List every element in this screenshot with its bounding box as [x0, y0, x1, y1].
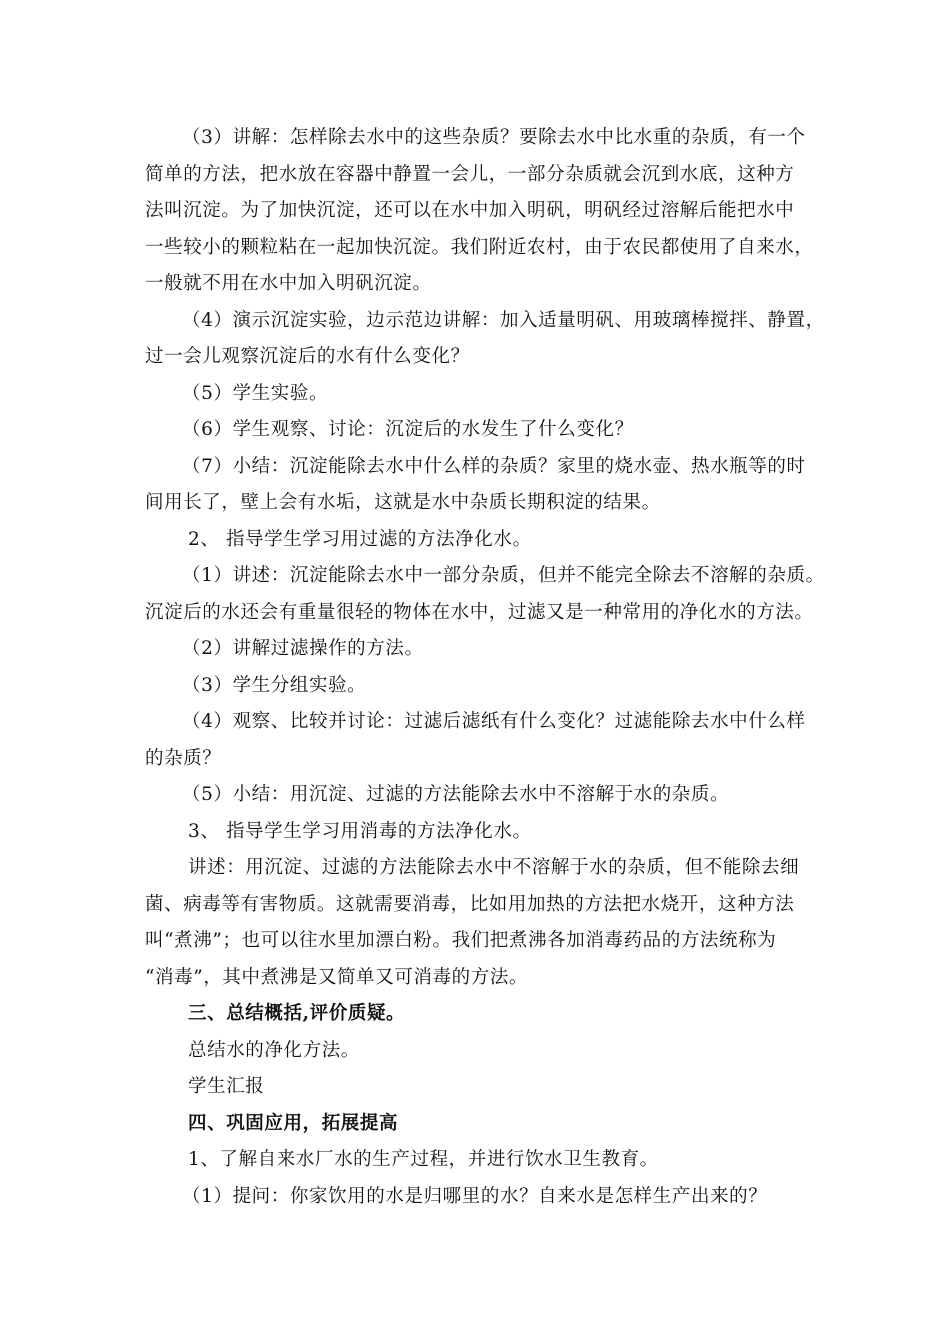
text-line: 总结水的净化方法。	[188, 1039, 360, 1061]
text-line: （3）学生分组实验。	[182, 674, 367, 696]
text-line: （3）讲解：怎样除去水中的这些杂质？要除去水中比水重的杂质，有一个	[182, 127, 806, 148]
section-heading: 3、 指导学生学习用消毒的方法净化水。	[188, 820, 532, 842]
text-line: （1）讲述：沉淀能除去水中一部分杂质，但并不能完全除去不溶解的杂质。	[182, 565, 825, 586]
text-line: 讲述：用沉淀、过滤的方法能除去水中不溶解于水的杂质，但不能除去细	[188, 857, 800, 878]
document-page	[145, 120, 825, 1215]
section-heading: 四、巩固应用，拓展提高	[188, 1112, 399, 1134]
text-line: （4）观察、比较并讨论：过滤后滤纸有什么变化？过滤能除去水中什么样	[182, 711, 806, 732]
section-heading: 三、总结概括,评价质疑。	[188, 1003, 406, 1024]
text-line: 学生汇报	[188, 1076, 265, 1097]
text-line: 简单的方法，把水放在容器中静置一会儿，一部分杂质就会沉到水底，这种方	[145, 163, 795, 185]
text-line: 的杂质？	[145, 747, 222, 769]
text-line: 菌、病毒等有害物质。这就需要消毒，比如用加热的方法把水烧开，这种方法	[145, 893, 795, 915]
text-line: 1、了解自来水厂水的生产过程，并进行饮水卫生教育。	[188, 1149, 659, 1170]
section-heading: 2、 指导学生学习用过滤的方法净化水。	[188, 528, 532, 550]
text-line: （4）演示沉淀实验，边示范边讲解：加入适量明矾、用玻璃棒搅拌、静置，	[182, 309, 825, 331]
text-line: （7）小结：沉淀能除去水中什么样的杂质？家里的烧水壶、热水瓶等的时	[182, 455, 806, 477]
text-line: （5）小结：用沉淀、过滤的方法能除去水中不溶解于水的杂质。	[182, 784, 730, 805]
text-line: （1）提问：你家饮用的水是归哪里的水？自来水是怎样生产出来的？	[182, 1185, 768, 1207]
text-line: 叫“煮沸”；也可以往水里加漂白粉。我们把煮沸各加消毒药品的方法统称为	[145, 930, 777, 951]
text-line: 一般就不用在水中加入明矾沉淀。	[145, 273, 432, 294]
text-line: 沉淀后的水还会有重量很轻的物体在水中，过滤又是一种常用的净化水的方法。	[145, 601, 814, 623]
text-line: （6）学生观察、讨论：沉淀后的水发生了什么变化？	[182, 419, 634, 440]
text-line: “消毒”，其中煮沸是又简单又可消毒的方法。	[145, 966, 529, 988]
text-line: 间用长了，壁上会有水垢，这就是水中杂质长期积淀的结果。	[145, 492, 661, 513]
text-line: （5）学生实验。	[182, 382, 329, 404]
text-line: 法叫沉淀。为了加快沉淀，还可以在水中加入明矾，明矾经过溶解后能把水中	[145, 200, 795, 221]
text-line: 一些较小的颗粒粘在一起加快沉淀。我们附近农村，由于农民都使用了自来水，	[145, 236, 814, 258]
text-line: （2）讲解过滤操作的方法。	[182, 638, 424, 659]
text-line: 过一会儿观察沉淀后的水有什么变化？	[145, 346, 470, 367]
